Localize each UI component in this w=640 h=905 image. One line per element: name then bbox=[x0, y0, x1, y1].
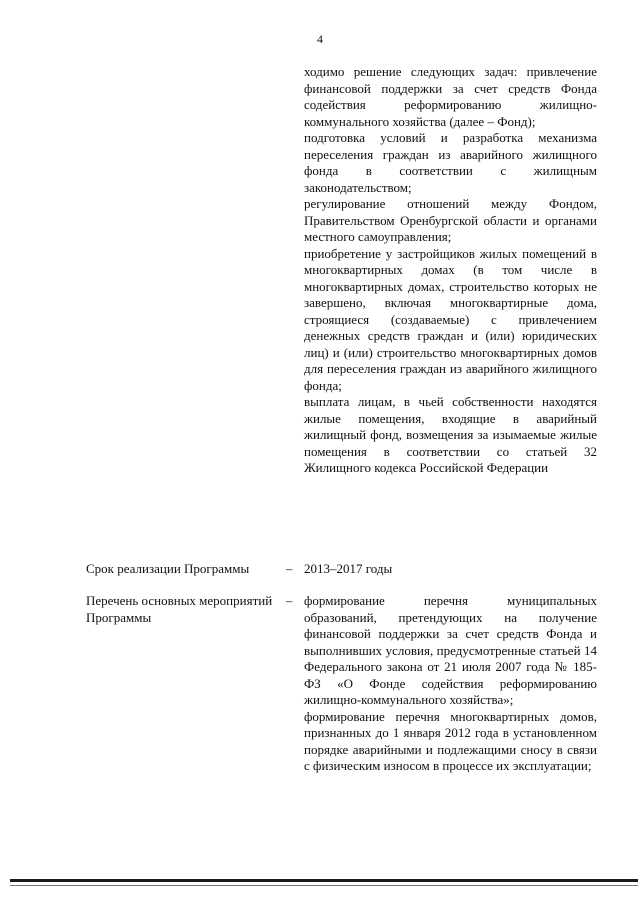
program-goals-list bbox=[304, 64, 597, 477]
row-dash: – bbox=[286, 593, 293, 608]
row-value: формирование перечня муниципальных образований, претендующих на получение финансовой поддержки за счет средств Фонда и выполнивших условия, предусмотренные статьей 14 Федерального закона от 21 июля 2007 года № 185-ФЗ «О Фонде содействия реформированию жилищно-коммунального хозяйства»; bbox=[304, 593, 597, 707]
goal-item: приобретение у застройщиков жилых помещений в многоквартирных домах (в том числе в многоквартирных домах, строительство которых не завершено, включая многоквартирные дома, строящиеся (создаваемые) с привлечением денежных средств граждан и (или) юридических лиц) и (или) строительство многоквартирных домов для переселения граждан из аварийного жилищного фонда; bbox=[304, 245, 597, 393]
goal-item: выплата лицам, в чьей собственности находятся жилые помещения, входящие в аварийный жилищный фонд, возмещения за изымаемые жилые помещения в соответствии со статьей 32 Жилищного кодекса Российской Федерации bbox=[304, 394, 597, 475]
bottom-border-line-thin bbox=[10, 885, 638, 886]
goal-item: регулирование отношений между Фондом, Правительством Оренбургской области и органами местного самоуправления; bbox=[304, 196, 597, 244]
goal-item: ходимо решение следующих задач: привлечение финансовой поддержки за счет средств Фонда содействия реформированию жилищно-коммунального хозяйства (далее – Фонд); bbox=[304, 64, 597, 129]
row-value: 2013–2017 годы bbox=[304, 561, 393, 576]
row-label-period: Срок реализации Программы bbox=[86, 561, 250, 576]
row-label-activities: Перечень основных мероприятий Программы bbox=[86, 593, 273, 625]
row-value-period bbox=[304, 561, 597, 578]
goal-item: подготовка условий и разработка механизма переселения граждан из аварийного жилищного фонда в соответствии с жилищным законодательством; bbox=[304, 130, 597, 195]
row-dash: – bbox=[286, 561, 293, 576]
row-value: формирование перечня многоквартирных домов, признанных до 1 января 2012 года в установленном порядке аварийными и подлежащими сносу в связи с физическим износом в процессе их эксплуатации; bbox=[304, 708, 597, 773]
bottom-border-line bbox=[10, 879, 638, 882]
row-value-activities bbox=[304, 593, 597, 775]
page-number: 4 bbox=[317, 32, 323, 46]
